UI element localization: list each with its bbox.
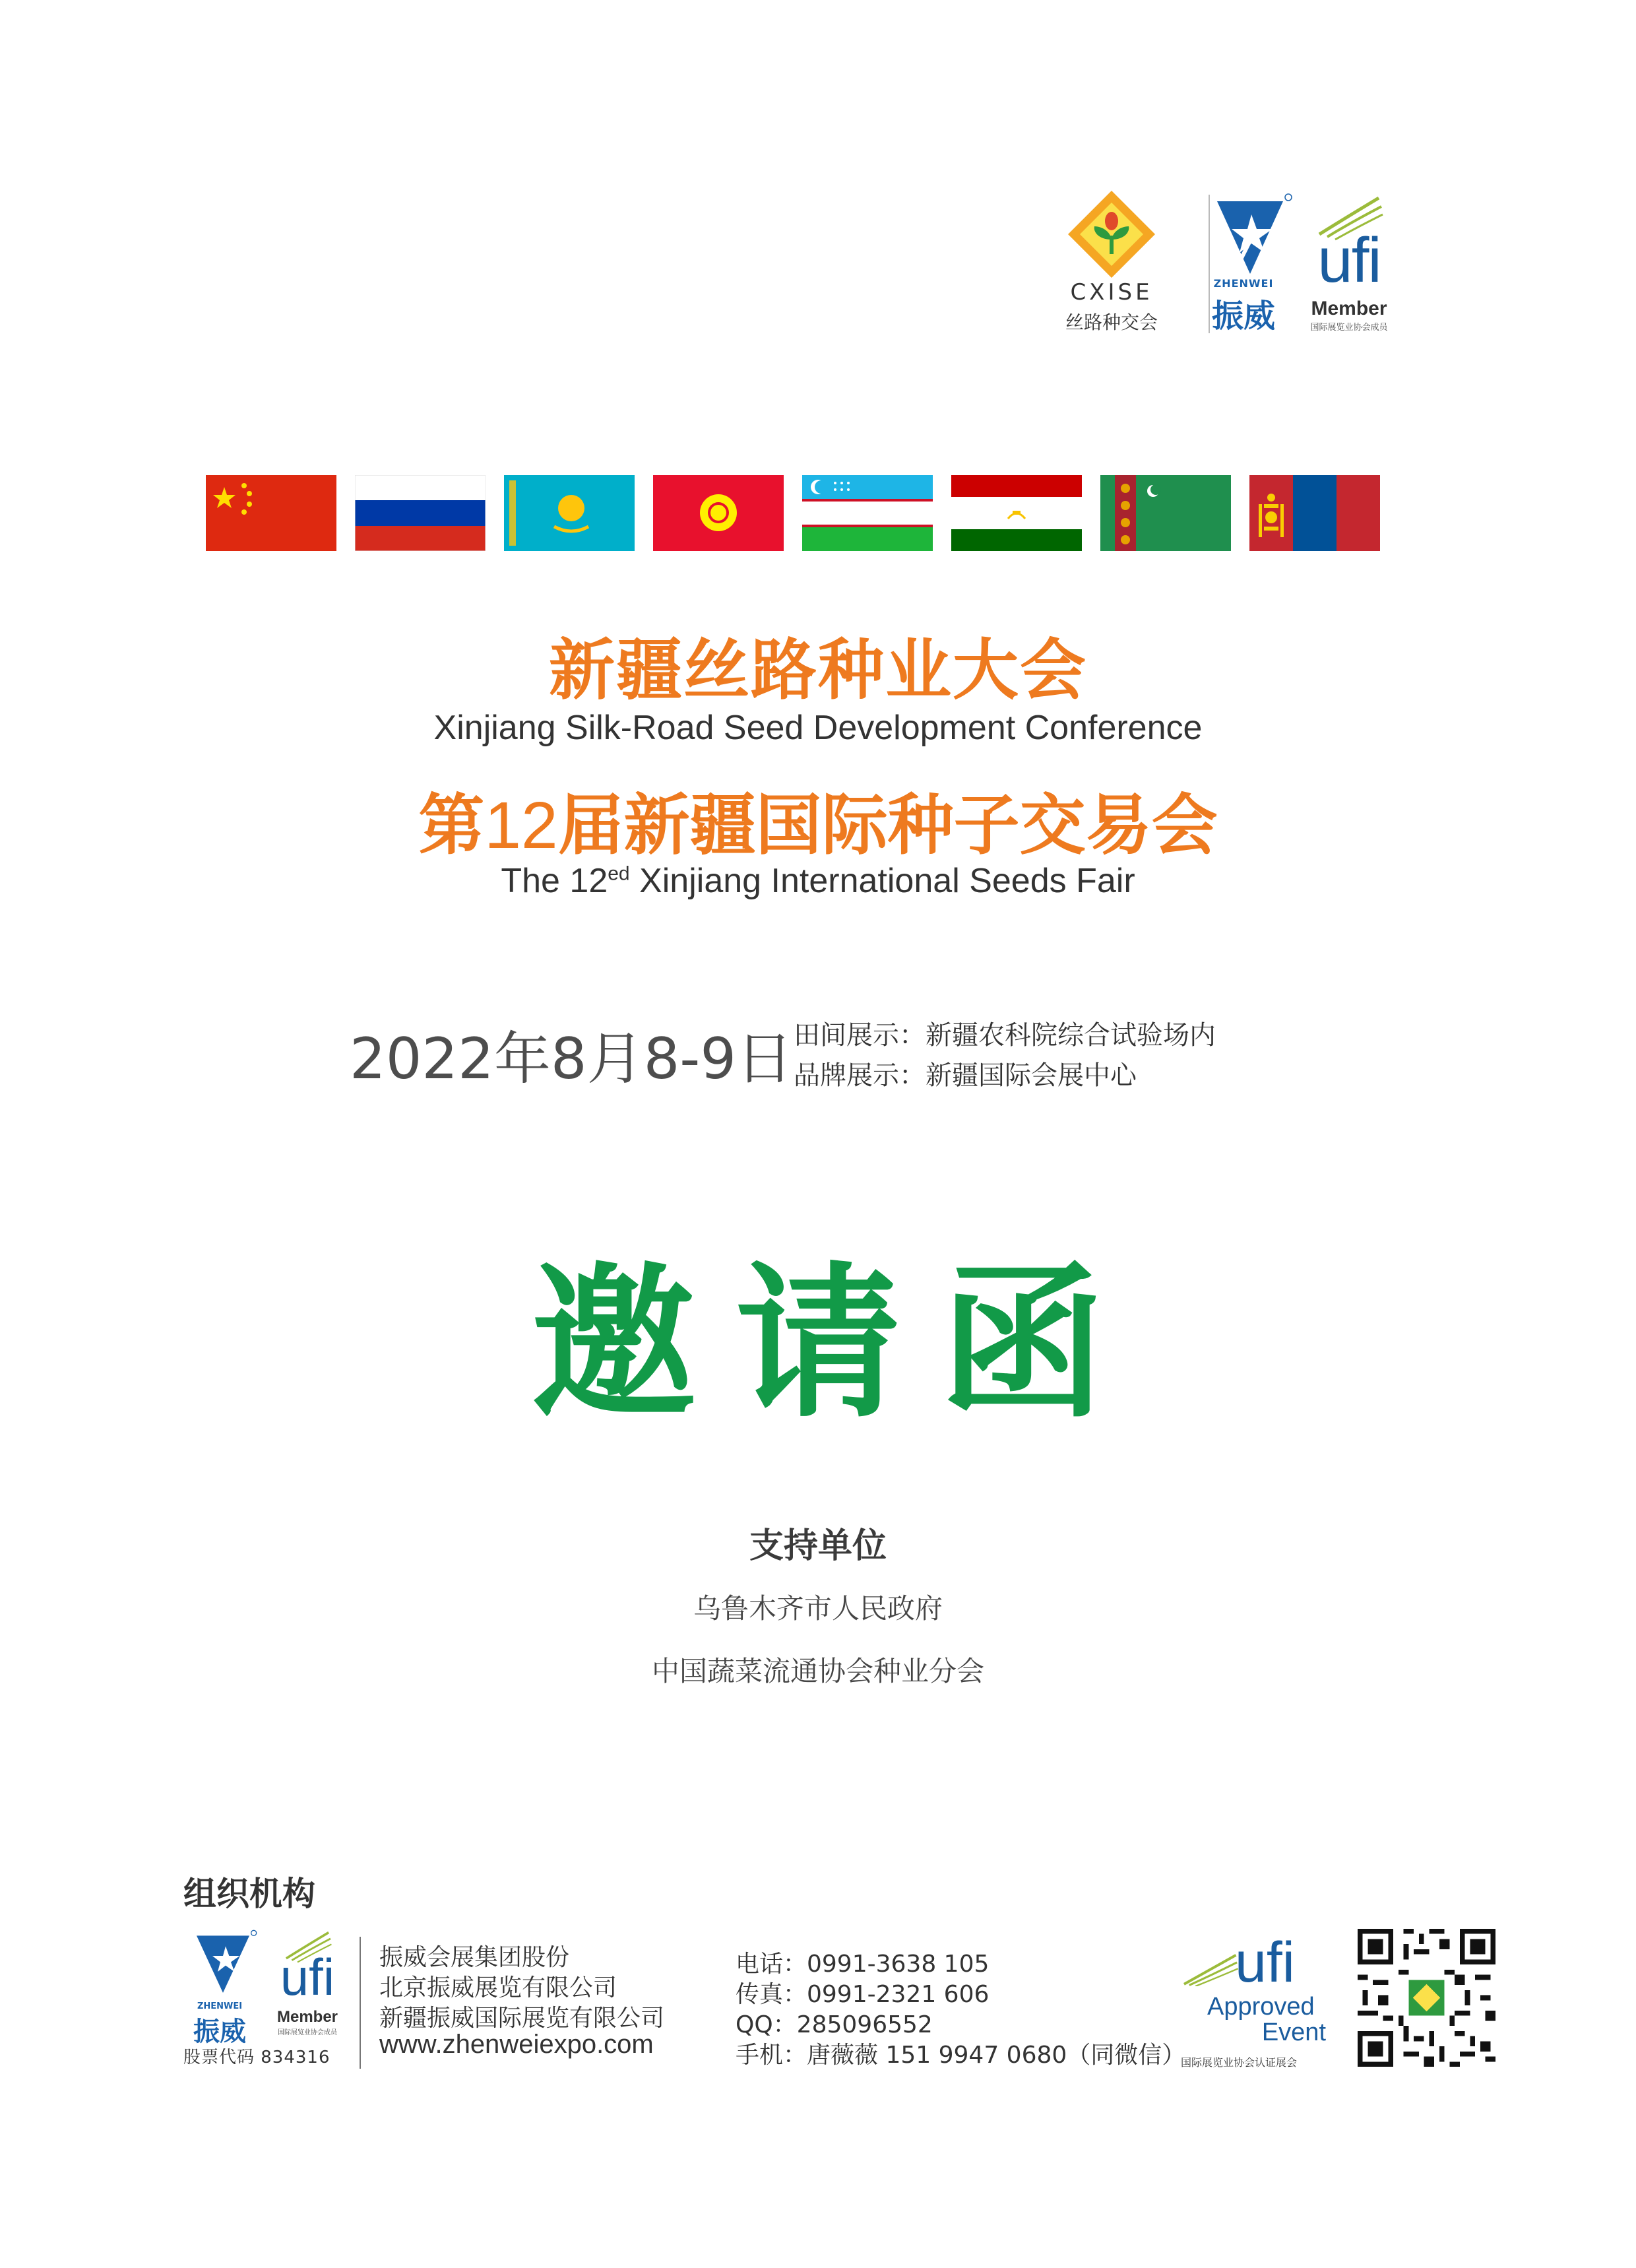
stock-code: 股票代码 834316: [183, 2048, 330, 2067]
flag-russia-icon: [355, 475, 486, 551]
event-date: 2022年8月8-9日: [350, 1026, 794, 1092]
organizer-company: 北京振威展览有限公司: [379, 1974, 617, 2001]
organizer-logos: [183, 1924, 355, 2082]
qr-code-icon: [1352, 1924, 1501, 2072]
ufi-approved-label: Approved: [1207, 1993, 1315, 2021]
flag-mongolia-icon: [1249, 475, 1380, 551]
ufi-approved-word: ufi: [1235, 1931, 1295, 1994]
zhenwei-logo-en: ZHENWEI: [1213, 277, 1274, 290]
support-unit: 中国蔬菜流通协会种业分会: [651, 1655, 984, 1687]
venue-field-display: 田间展示：新疆农科院综合试验场内: [794, 1020, 1216, 1051]
flag-uzbekistan-icon: [802, 475, 933, 551]
zhenwei-star-icon: [183, 1927, 263, 2006]
contact-fax: 传真：0991-2321 606: [736, 1981, 990, 2008]
ufi-logo-word: ufi: [280, 1948, 335, 2006]
flag-tajikistan-icon: [951, 475, 1082, 551]
ufi-member-subtitle: 国际展览业协会成员: [1310, 323, 1388, 333]
ufi-approved-logo: [1181, 1930, 1339, 2072]
title-fair-en-sup: ed: [608, 862, 630, 885]
flag-kyrgyzstan-icon: [653, 475, 784, 551]
title-fair-cn-number: 12: [484, 789, 558, 862]
title-conference-cn: 新疆丝路种业大会: [549, 632, 1087, 709]
cxise-logo-subtitle: 丝路种交会: [1065, 311, 1158, 333]
title-fair-en: [0, 861, 1636, 901]
organizer-company: 振威会展集团股份: [379, 1944, 570, 1971]
zhenwei-logo-en: ZHENWEI: [197, 2001, 243, 2011]
zhenwei-logo-cn: 振威: [1211, 298, 1275, 335]
support-unit: 乌鲁木齐市人民政府: [693, 1592, 943, 1625]
ufi-member-label: Member: [1311, 298, 1387, 319]
venue-brand-display: 品牌展示：新疆国际会展中心: [794, 1060, 1137, 1091]
cxise-logo-icon: [1065, 188, 1158, 280]
title-fair-en-post: Xinjiang International Seeds Fair: [629, 862, 1135, 900]
invitation-heading: 邀请函: [531, 1246, 1145, 1440]
ufi-swoosh-icon: [1181, 1950, 1240, 1986]
support-units-title: 支持单位: [749, 1526, 887, 1566]
organizer-title: 组织机构: [183, 1875, 315, 1913]
ufi-member-subtitle: 国际展览业协会成员: [278, 2029, 337, 2036]
flag-china-icon: [206, 475, 336, 551]
flag-kazakhstan-icon: [504, 475, 635, 551]
contact-qq: QQ：285096552: [736, 2011, 933, 2038]
title-fair-cn-prefix: 第: [418, 787, 485, 864]
title-fair-cn: [0, 772, 1636, 867]
flag-turkmenistan-icon: [1100, 475, 1231, 551]
header-logos: [1029, 188, 1399, 346]
title-conference-en: Xinjiang Silk-Road Seed Development Conference: [433, 709, 1203, 747]
ufi-approved-subtitle: 国际展览业协会认证展会: [1181, 2056, 1298, 2069]
title-fair-en-pre: The 12: [501, 862, 608, 900]
zhenwei-logo-cn: 振威: [193, 2017, 246, 2047]
flag-row: [206, 475, 1393, 551]
ufi-logo-word: ufi: [1317, 225, 1381, 296]
organizer-company: 新疆振威国际展览有限公司: [379, 2005, 665, 2032]
ufi-event-label: Event: [1261, 2019, 1326, 2046]
contact-phone: 电话：0991-3638 105: [736, 1951, 990, 1978]
footer-divider: [360, 1937, 361, 2069]
ufi-member-label: Member: [276, 2008, 338, 2026]
cxise-logo-text: CXISE: [1070, 279, 1153, 306]
organizer-website-link[interactable]: www.zhenweiexpo.com: [379, 2030, 654, 2059]
title-fair-cn-suffix: 届新疆国际种子交易会: [557, 787, 1218, 864]
contact-mobile: 手机：唐薇薇 151 9947 0680（同微信）: [736, 2042, 1186, 2069]
